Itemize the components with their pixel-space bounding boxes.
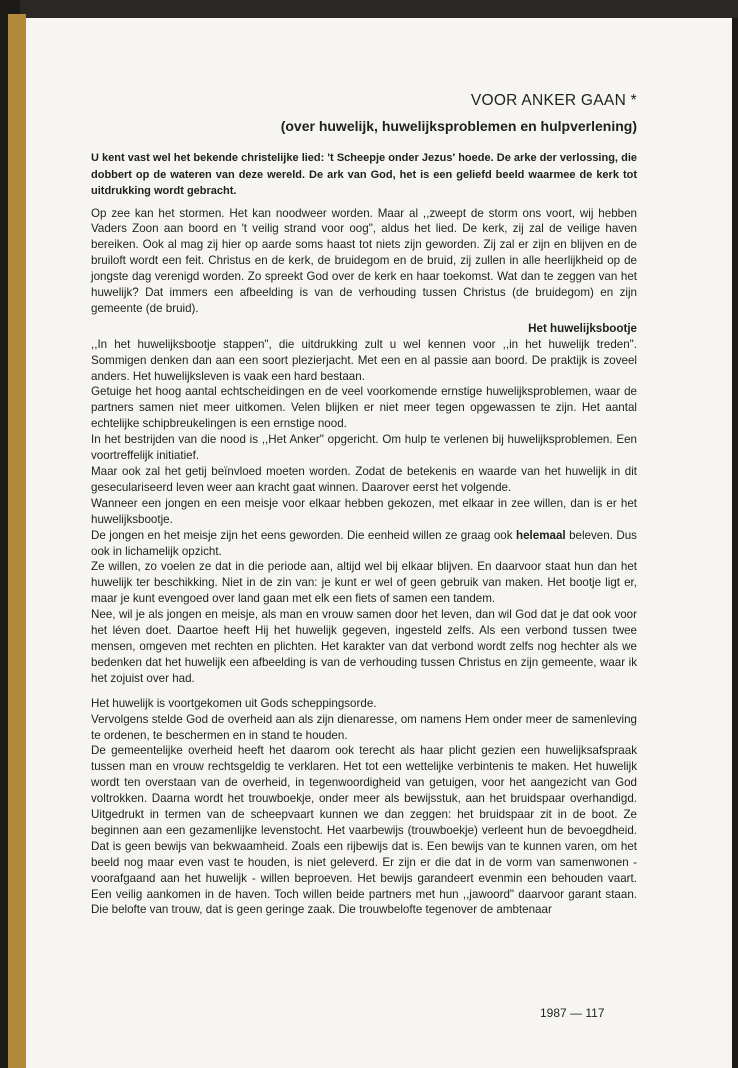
paragraph: Nee, wil je als jongen en meisje, als man en vrouw samen door het leven, dan wil God dat je dat ook voor het léven doet. Daartoe heeft Hij het huwelijk gegeven, ingesteld zelfs. Als een verbond tussen twee mensen, omgeven met rechten en plichten. Het karakter van dat verbond wordt zelfs nog hechter als we bedenken dat het huwelijk een afbeelding is van de verhouding tussen Christus en zijn gemeente, waar ik het zojuist over had. [91,608,637,685]
scan-edge-top [20,0,738,18]
page-binding-edge [8,14,26,1068]
article-subtitle: (over huwelijk, huwelijksproblemen en hulpverlening) [280,118,637,134]
page-number: 1987 — 117 [540,1006,605,1020]
paragraph: Getuige het hoog aantal echtscheidingen en de veel voorkomende ernstige huwelijksproblemen, waar de partners samen niet meer uitkomen. Velen blijken er niet meer tegen opgewassen te zijn. Het aantal echtelijke schipbreukelingen is een ernstige nood. [91,385,637,431]
paragraph: Ze willen, zo voelen ze dat in die periode aan, altijd wel bij elkaar blijven. En daarvoor staat hun dan het huwelijk ter beschikking. Niet in de zin van: je kunt er wel of geen gebruik van maken. Het bootje ligt er, maar je kunt evengoed over land gaan met elk een fiets of samen een tandem. [91,560,637,606]
paragraph: In het bestrijden van die nood is ,,Het Anker" opgericht. Om hulp te verlenen bij huwelijksproblemen. Een voortreffelijk initiatief. [91,433,637,463]
paragraph: Maar ook zal het getij beïnvloed moeten worden. Zodat de betekenis en waarde van het huwelijk in dit geseculariseerd leven weer aan kracht gaat winnen. Daarover eerst het volgende. [91,465,637,494]
paragraph: Op zee kan het stormen. Het kan noodweer worden. Maar al ,,zweept de storm ons voort, wij hebben Vaders Zoon aan boord en 't veilig strand voor oog", aldus het lied. De kerk, zij zal de veilige haven bereiken. Ook al mag zij hier op aarde soms haast tot niets zijn geworden. Zij zal er zijn en blijven en de bruiloft wordt een feit. Christus en de kerk, de bruidegom en de bruid, zij zullen in alle heerlijkheid op de jongste dag verenigd worden. Zo spreekt God over de kerk en haar toekomst. Wat dan te zeggen van het huwelijk? Dat immers een afbeelding is van de verhouding tussen Christus (de bruidegom) en zijn gemeente (de bruid). [91,206,637,315]
section-heading: Het huwelijksbootje [528,321,637,335]
paragraph: Vervolgens stelde God de overheid aan als zijn dienaresse, om namens Hem onder meer de samenleving te ordenen, te beschermen en in stand te houden. [91,712,637,742]
paragraph-text: beleven. Dus ook in lichamelijk opzicht. [91,528,637,558]
article-title: VOOR ANKER GAAN * [470,92,637,109]
article [91,92,637,918]
emphasis-text: helemaal [516,528,566,542]
paragraph: Het huwelijk is voortgekomen uit Gods scheppingsorde. [91,696,377,710]
paragraph: Wanneer een jongen en een meisje voor elkaar hebben gekozen, met elkaar in zee willen, dan is er het huwelijksbootje. [91,496,637,526]
paragraph: De gemeentelijke overheid heeft het daarom ook terecht als haar plicht gezien een huwelijksafspraak tussen man en vrouw rechtsgeldig te verklaren. Het tot een wettelijke verbintenis te maken. Het huwelijk wordt ten overstaan van de overheid, in tegenwoordigheid van getuigen, voor het aangezicht van God voltrokken. Daarna wordt het trouwboekje, onder meer als bewijsstuk, aan het bruidspaar overhandigd. Uitgedrukt in termen van de scheepvaart kunnen we dan zeggen: het bruidspaar zit in de boot. Ze beginnen aan een gezamenlijke levenstocht. Het vaarbewijs (trouwboekje) verleent hun de bevoegdheid. Dat is geen bewijs van bekwaamheid. Zoals een rijbewijs dat is. Een bewijs van te kunnen varen, om het beeld nog maar even vast te houden, is niet geleverd. Er zijn er die dat in de vorm van samenwonen - voorafgaand aan het huwelijk - willen beproeven. Het bewijs garandeert evenmin een behouden vaart. Een veilig aankomen in de haven. Toch willen beide partners met hun ,,jawoord" daarvoor garant staan. Die belofte van trouw, dat is geen geringe zaak. Die trouwbelofte tegenover de ambtenaar [91,744,637,917]
paragraph: ,,In het huwelijksbootje stappen", die uitdrukking zult u wel kennen voor ,,in het huwelijk treden". Sommigen denken dan aan een soort plezierjacht. Met een en al passie aan boord. De praktijk is zoveel anders. Het huwelijksleven is vaak een hard bestaan. [91,337,637,383]
document-page [26,18,732,1068]
intro-paragraph: U kent vast wel het bekende christelijke lied: 't Scheepje onder Jezus' hoede. De arke der verlossing, die dobbert op de wateren van deze wereld. De ark van God, het is een geliefd beeld waarmee de kerk tot uitdrukking wordt gebracht. [91,152,637,197]
paragraph-text: De jongen en het meisje zijn het eens geworden. Die eenheid willen ze graag ook [91,528,516,542]
paragraph [91,528,637,560]
